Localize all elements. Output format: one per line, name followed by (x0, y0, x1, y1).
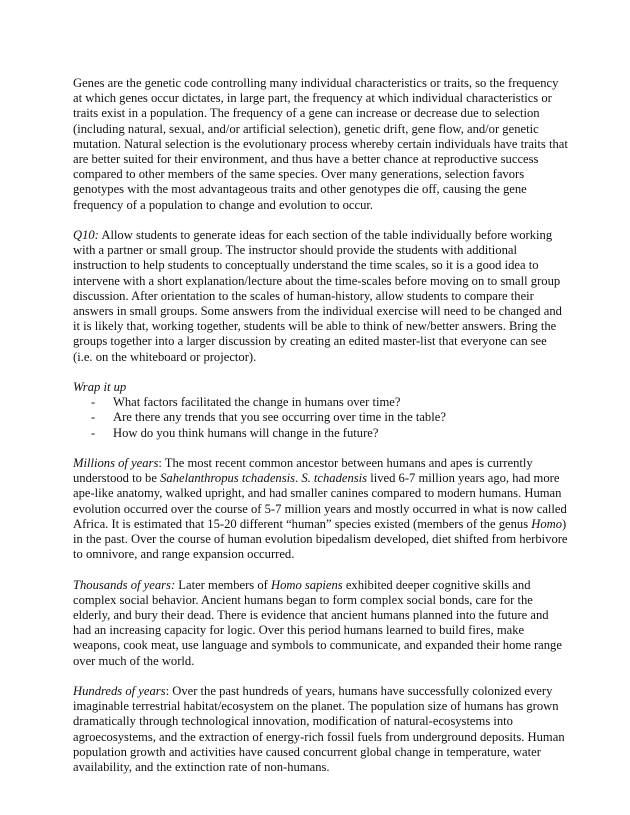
hundreds-text-1: : Over the past hundreds of years, humans have successfully colonized every imaginable terrestrial habitat/ecosystem on the planet. The population size of humans has grown dramatically through technological innovation, modification of natural-ecosystems into agroecosystems, and the extraction of energy-rich fossil fuels from underground deposits. Human population growth and activities have caused concurrent global change in temperature, water availability, and the extinction rate of non-humans. (73, 684, 565, 775)
q10-label: Q10: (73, 228, 99, 243)
millions-text-1: : The most recent common ancestor between humans and apes is currently understood to be (73, 456, 533, 486)
thousands-label: Thousands of years: (73, 577, 176, 592)
genus-homo: Homo (531, 516, 563, 531)
dash-bullet: - (91, 425, 96, 440)
thousands-text-1: Later members of (175, 577, 271, 592)
list-item (91, 410, 568, 425)
list-item-text: How do you think humans will change in the future? (113, 425, 379, 440)
genes-paragraph: Genes are the genetic code controlling many individual characteristics or traits, so the frequency at which genes occur dictates, in large part, the frequency at which individual characteristics or traits exist in a population. The frequency of a gene can increase or decrease due to selection (including natural, sexual, and/or artificial selection), genetic drift, gene flow, and/or genetic mutation. Natural selection is the evolutionary process whereby certain individuals have traits that are better suited for their environment, and thus have a better chance at reproductive success compared to other members of the same species. Over many generations, selection favors genotypes with the most advantageous traits and other genotypes die off, causing the gene frequency of a population to change and evolution to occur. (73, 76, 568, 212)
species-s-tchadensis: S. tchadensis (301, 471, 368, 486)
list-item-text: What factors facilitated the change in humans over time? (113, 395, 401, 410)
species-sahelanthropus: Sahelanthropus tchadensis (160, 471, 296, 486)
thousands-paragraph (73, 578, 568, 669)
millions-label: Millions of years (73, 456, 159, 471)
dash-bullet: - (91, 395, 96, 410)
dash-bullet: - (91, 410, 96, 425)
millions-paragraph (73, 456, 568, 562)
thousands-text-2: exhibited deeper cognitive skills and complex social behavior. Ancient humans began to form complex social bonds, care for the elderly, and bury their dead. There is evidence that ancient humans planned into the future and had an increasing capacity for logic. Over this period humans learned to build fires, make weapons, cook meat, use language and symbols to communicate, and expanded their home range over much of the world. (73, 577, 562, 668)
hundreds-label: Hundreds of years (73, 684, 166, 699)
q10-text: Allow students to generate ideas for each section of the table individually before working with a partner or small group. The instructor should provide the students with additional instruction to help students to conceptually understand the time scales, so it is a good idea to intervene with a short explanation/lecture about the time-scales before moving on to small group discussion. After orientation to the scales of human-history, allow students to compare their answers in small groups. Some answers from the individual exercise will need to be changed and it is likely that, working together, students will be able to think of new/better answers. Bring the groups together into a larger discussion by creating an edited master-list that everyone can see (i.e. on the whiteboard or projector). (73, 228, 562, 364)
q10-paragraph (73, 228, 568, 365)
millions-text-4: ) in the past. Over the course of human evolution bipedalism developed, diet shifted from herbivore to omnivore, and range expansion occurred. (73, 516, 568, 562)
millions-text-2: . (295, 471, 302, 486)
list-item (91, 395, 568, 410)
wrap-up-list (73, 395, 568, 441)
millions-text-3: lived 6-7 million years ago, had more ape-like anatomy, walked upright, and had smaller canines compared to modern humans. Human evolution occurred over the course of 5-7 million years and mostly occurred in what is now called Africa. It is estimated that 15-20 different “human” species existed (members of the genus (73, 471, 567, 531)
hundreds-paragraph (73, 684, 568, 775)
list-item-text: Are there any trends that you see occurring over time in the table? (113, 410, 446, 425)
document-page (73, 76, 568, 790)
wrap-up-heading: Wrap it up (73, 380, 127, 395)
species-homo-sapiens: Homo sapiens (270, 577, 343, 592)
list-item (91, 426, 568, 441)
